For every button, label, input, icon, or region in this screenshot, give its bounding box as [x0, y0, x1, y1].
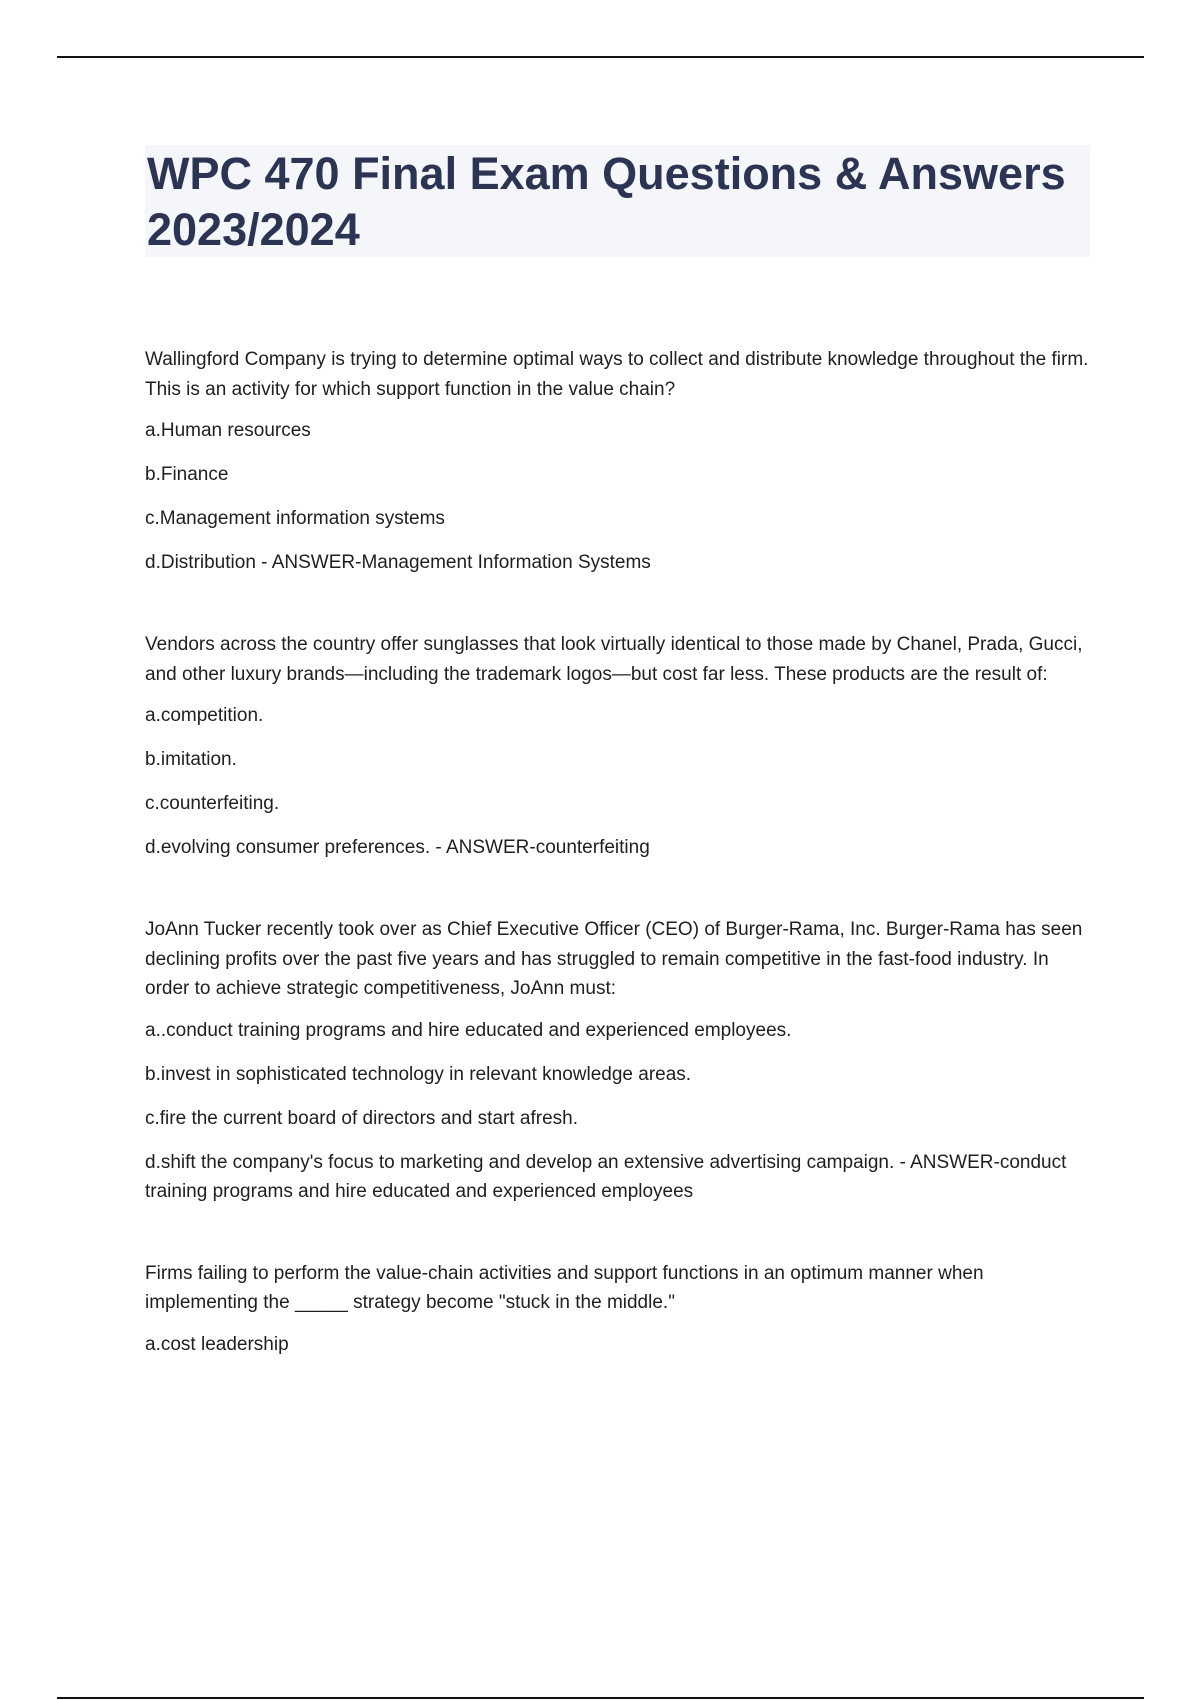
- document-title: WPC 470 Final Exam Questions & Answers 2023/2024: [147, 148, 1066, 255]
- question-2: [145, 630, 1095, 862]
- answer-option: b.imitation.: [145, 749, 237, 770]
- question-text: Wallingford Company is trying to determine optimal ways to collect and distribute knowledge throughout the firm. This is an activity for which support function in the value chain?: [145, 349, 1089, 400]
- answer-option: b.invest in sophisticated technology in relevant knowledge areas.: [145, 1063, 692, 1085]
- answer-option: d.shift the company's focus to marketing and develop an extensive advertising campaign. - ANSWER-conduct training programs and hire educated and experienced employees: [145, 1151, 1067, 1202]
- answer-option: c.fire the current board of directors and start afresh.: [145, 1107, 578, 1129]
- bottom-rule: [57, 1697, 1144, 1699]
- answer-option: a..conduct training programs and hire educated and experienced employees.: [145, 1019, 792, 1041]
- question-4: [145, 1259, 1095, 1359]
- answer-option: c.Management information systems: [145, 508, 445, 529]
- answer-option: a.Human resources: [145, 420, 311, 441]
- question-text: JoAnn Tucker recently took over as Chief Executive Officer (CEO) of Burger-Rama, Inc. Burger-Rama has seen declining profits over the past five years and has struggled to remain competitive in the fast-food industry. In order to achieve strategic competitiveness, JoAnn must:: [145, 919, 1083, 999]
- question-1: [145, 345, 1095, 577]
- answer-option: d.evolving consumer preferences. - ANSWER-counterfeiting: [145, 837, 650, 858]
- question-text: Firms failing to perform the value-chain activities and support functions in an optimum manner when implementing the _____ strategy become "stuck in the middle.": [145, 1262, 984, 1313]
- questions-list: [145, 345, 1095, 1412]
- answer-option: d.Distribution - ANSWER-Management Information Systems: [145, 552, 651, 573]
- answer-option: a.cost leadership: [145, 1333, 289, 1355]
- question-text: Vendors across the country offer sunglasses that look virtually identical to those made by Chanel, Prada, Gucci, and other luxury brands—including the trademark logos—but cost far less. These products are the result of:: [145, 634, 1083, 685]
- question-3: [145, 915, 1095, 1206]
- top-rule: [57, 56, 1144, 58]
- answer-option: b.Finance: [145, 464, 229, 485]
- answer-option: a.competition.: [145, 705, 264, 726]
- answer-option: c.counterfeiting.: [145, 793, 280, 814]
- title-banner: [145, 145, 1090, 257]
